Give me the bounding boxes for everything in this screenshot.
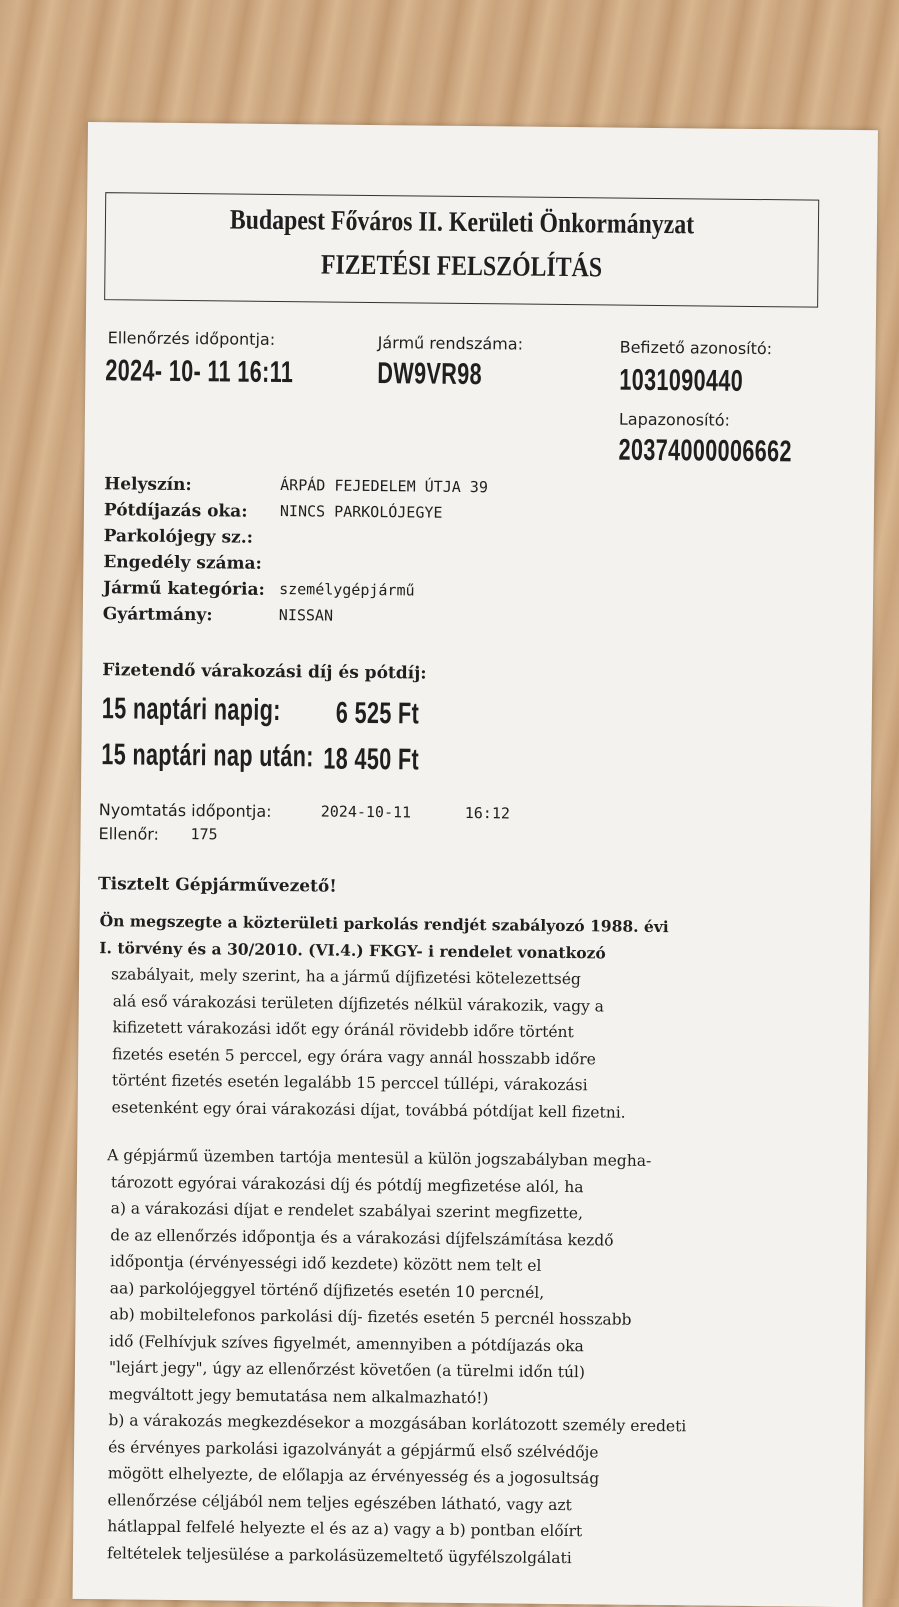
fee-15-days-label: 15 naptári napig: bbox=[101, 692, 281, 728]
make-label: Gyártmány: bbox=[102, 604, 213, 626]
paragraph-line: feltételek teljesülése a parkolásüzemeltető ügyfélszolgálati bbox=[106, 1543, 572, 1567]
paragraph-line: tározott egyórai várakozási díj és pótdíj megfizetése alól, ha bbox=[110, 1172, 584, 1196]
inspector-value: 175 bbox=[190, 825, 218, 844]
print-time-label: Nyomtatás időpontja: bbox=[98, 800, 272, 821]
paragraph-line: "lejárt jegy", úgy az ellenőrzést követően (a türelmi időn túl) bbox=[108, 1358, 586, 1382]
reason-value: NINCS PARKOLÓJEGYE bbox=[279, 502, 443, 522]
paragraph-line: I. törvény és a 30/2010. (VI.4.) FKGY- i rendelet vonatkozó bbox=[99, 937, 606, 962]
fee-15-days-value: 6 525 Ft bbox=[335, 696, 420, 731]
paragraph-line: esetenként egy órai várakozási díjat, továbbá pótdíjat kell fizetni. bbox=[111, 1097, 626, 1122]
paragraph-line: de az ellenőrzés időpontja és a várakozási díjfelszámítása kezdő bbox=[110, 1225, 614, 1250]
paragraph-line: Ön megszegte a közterületi parkolás rendjét szabályozó 1988. évi bbox=[99, 911, 669, 937]
fees-title: Fizetendő várakozási díj és pótdíj: bbox=[102, 660, 427, 684]
paragraph-line: mögött elhelyezte, de előlapja az érvényesség és a jogosultság bbox=[107, 1464, 600, 1488]
paragraph-line: és érvényes parkolási igazolványát a gépjármű első szélvédője bbox=[108, 1437, 599, 1461]
paragraph-line: aa) parkolójeggyel történő díjfizetés esetén 10 percnél, bbox=[109, 1278, 545, 1302]
permit-number-label: Engedély száma: bbox=[103, 552, 262, 574]
vehicle-category-label: Jármű kategória: bbox=[103, 578, 265, 600]
location-value: ÁRPÁD FEJEDELEM ÚTJA 39 bbox=[280, 476, 489, 497]
paragraph-line: ab) mobiltelefonos parkolási díj- fizetés esetén 5 percnél hosszabb bbox=[109, 1305, 632, 1329]
sheet-id-value: 20374000006662 bbox=[618, 433, 792, 469]
notice-title: FIZETÉSI FELSZÓLÍTÁS bbox=[320, 249, 603, 284]
paragraph-line: hátlappal felfelé helyezte el és az a) vagy a b) pontban előírt bbox=[107, 1517, 583, 1541]
paragraph-line: ellenőrzése céljából nem teljes egészében látható, vagy azt bbox=[107, 1490, 572, 1514]
plate-value: DW9VR98 bbox=[377, 357, 483, 392]
paragraph-line: b) a várakozás megkezdésekor a mozgásában korlátozott személy eredeti bbox=[108, 1411, 687, 1436]
paragraph-line: történt fizetés esetén legalább 15 perccel túllépi, várakozási bbox=[111, 1071, 588, 1095]
payer-id-value: 1031090440 bbox=[619, 363, 744, 398]
paragraph-line: a) a várakozási díjat e rendelet szabályai szerint megfizette, bbox=[110, 1199, 584, 1223]
fee-after-15-days-value: 18 450 Ft bbox=[323, 742, 420, 777]
paragraph-line: szabályait, mely szerint, ha a jármű díjfizetési kötelezettség bbox=[110, 965, 581, 989]
legal-paragraph-2 bbox=[93, 1142, 807, 1573]
make-value: NISSAN bbox=[278, 606, 334, 625]
paragraph-line: alá eső várakozási területen díjfizetés nélkül várakozik, vagy a bbox=[112, 991, 605, 1015]
issuer-title: Budapest Főváros II. Kerületi Önkormányzat bbox=[229, 204, 695, 241]
print-time-value: 16:12 bbox=[464, 803, 511, 823]
paragraph-line: megváltott jegy bemutatása nem alkalmazható!) bbox=[108, 1384, 489, 1407]
payer-id-label: Befizető azonosító: bbox=[619, 337, 773, 359]
paragraph-line: időpontja (érvényességi idő kezdete) között nem telt el bbox=[109, 1252, 542, 1275]
print-date-value: 2024-10-11 bbox=[320, 802, 412, 822]
reason-label: Pótdíjazás oka: bbox=[103, 500, 248, 522]
legal-paragraph-1 bbox=[98, 908, 810, 1127]
paragraph-line: fizetés esetén 5 perccel, egy órára vagy annál hosszabb időre bbox=[112, 1044, 596, 1068]
check-time-label: Ellenőrzés időpontja: bbox=[107, 328, 276, 349]
ticket-number-label: Parkolójegy sz.: bbox=[103, 526, 254, 548]
location-label: Helyszín: bbox=[104, 474, 192, 496]
plate-label: Jármű rendszáma: bbox=[377, 333, 524, 354]
parking-notice-receipt bbox=[73, 122, 878, 1607]
header-box bbox=[104, 192, 819, 307]
inspector-label: Ellenőr: bbox=[98, 824, 160, 844]
vehicle-category-value: személygépjármű bbox=[279, 580, 415, 600]
greeting: Tisztelt Gépjárművezető! bbox=[97, 874, 337, 897]
fee-after-15-days-label: 15 naptári nap után: bbox=[101, 738, 314, 774]
paragraph-line: A gépjármű üzemben tartója mentesül a külön jogszabályban megha- bbox=[107, 1146, 652, 1170]
sheet-id-label: Lapazonosító: bbox=[618, 409, 731, 430]
paragraph-line: idő (Felhívjuk szíves figyelmét, amennyiben a pótdíjazás oka bbox=[109, 1331, 584, 1355]
check-time-value: 2024- 10- 11 16:11 bbox=[105, 354, 294, 390]
paragraph-line: kifizetett várakozási időt egy óránál rövidebb időre történt bbox=[112, 1018, 574, 1042]
